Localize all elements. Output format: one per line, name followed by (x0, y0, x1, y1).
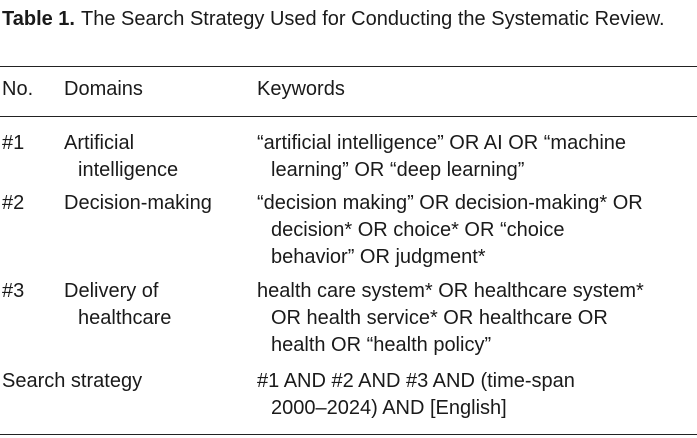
row-1-domain-line-1: Artificial (64, 132, 135, 154)
header-no: No. (2, 78, 34, 100)
header-domains: Domains (64, 78, 143, 100)
header-keywords: Keywords (257, 78, 345, 100)
row-1-keywords-line-2: learning” OR “deep learning” (271, 159, 525, 181)
row-1-keywords-line-1: “artificial intelligence” OR AI OR “machine (257, 132, 627, 154)
row-2-domain-line-1: Decision-making (64, 192, 212, 214)
row-3-domain-line-1: Delivery of (64, 280, 159, 302)
row-3-domain-line-2: healthcare (78, 307, 172, 329)
strategy-label: Search strategy (2, 370, 143, 392)
row-3-keywords-line-2: OR health service* OR healthcare OR (271, 307, 608, 329)
row-2-keywords-line-1: “decision making” OR decision-making* OR (257, 192, 643, 214)
caption-text: The Search Strategy Used for Conducting the Systematic Review. (81, 8, 665, 30)
row-3-keywords-line-3: health OR “health policy” (271, 334, 492, 356)
row-1-no: #1 (2, 132, 25, 154)
row-2-keywords-line-2: decision* OR choice* OR “choice (271, 219, 565, 241)
table-caption (2, 4, 692, 35)
row-3-no: #3 (2, 280, 25, 302)
strategy-keywords-line-1: #1 AND #2 AND #3 AND (time-span (257, 370, 575, 392)
bottom-rule (0, 434, 697, 435)
row-2-no: #2 (2, 192, 25, 214)
header-rule (0, 116, 697, 117)
caption-label: Table 1. (2, 8, 75, 30)
row-2-keywords-line-3: behavior” OR judgment* (271, 246, 486, 268)
top-rule (0, 66, 697, 67)
row-3-keywords-line-1: health care system* OR healthcare system* (257, 280, 644, 302)
row-1-domain-line-2: intelligence (78, 159, 179, 181)
strategy-keywords-line-2: 2000–2024) AND [English] (271, 397, 507, 419)
